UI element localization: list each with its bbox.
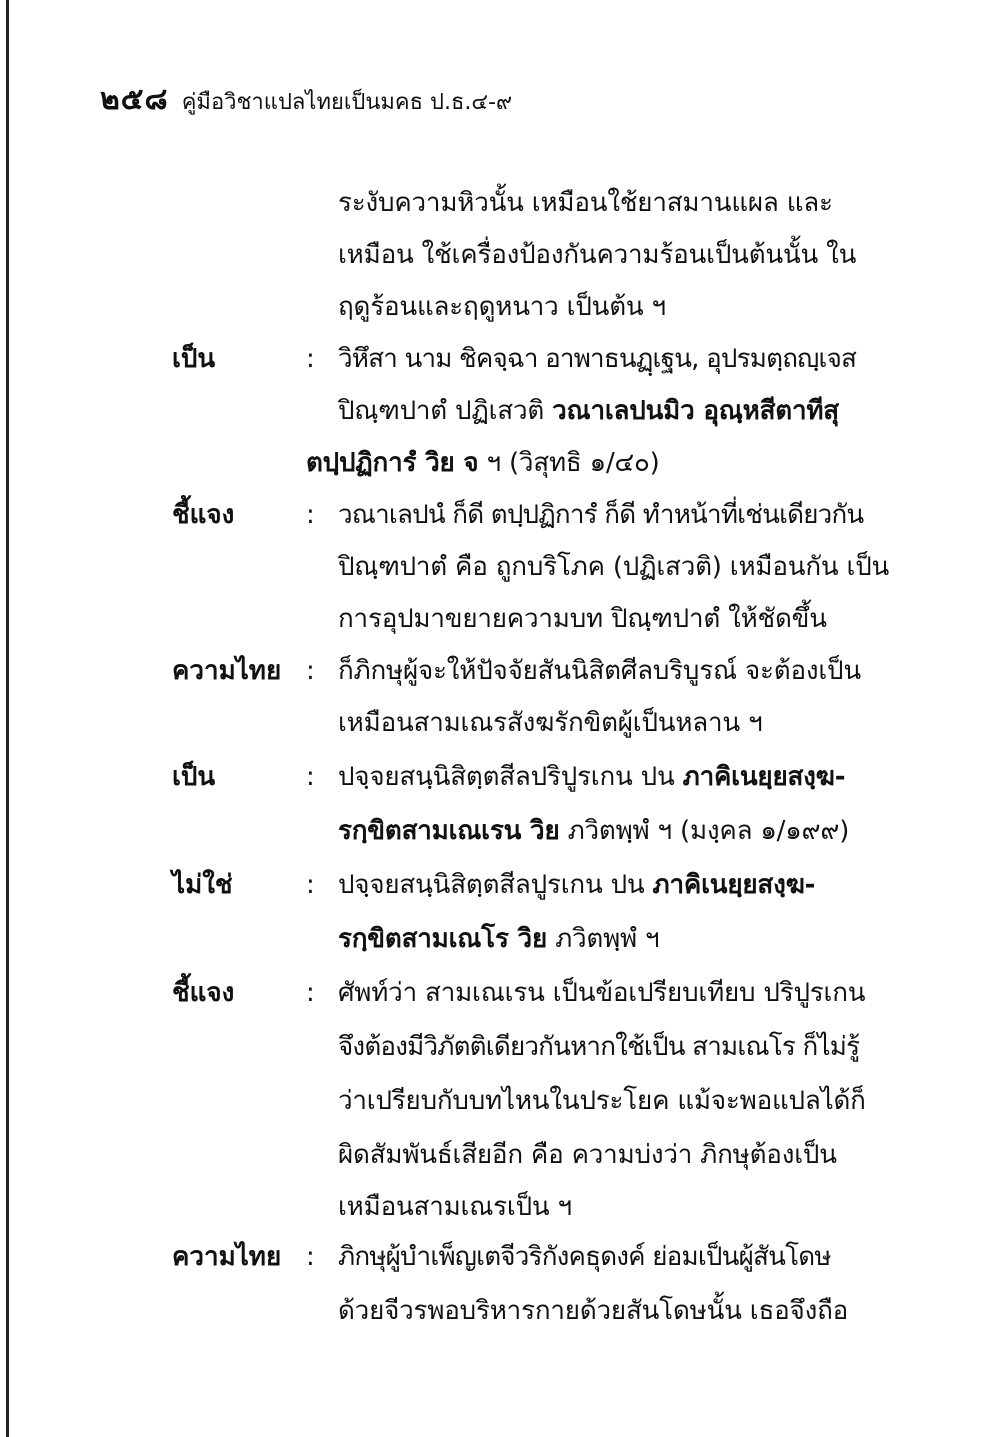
label-colon: :	[306, 1242, 315, 1272]
entry-label-incorrect: ไม่ใช่	[172, 870, 233, 900]
text-line: ผิดสัมพันธ์เสียอีก คือ ความบ่งว่า ภิกษุต้องเป็น	[338, 1140, 837, 1170]
text-line: ว่าเปรียบกับบทไหนในประโยค แม้จะพอแปลได้ก็	[338, 1086, 866, 1116]
text-line: วณาเลปนํ ก็ดี ตปฺปฏิการํ ก็ดี ทำหน้าที่เช่นเดียวกัน	[338, 500, 864, 530]
bold-run: ตปฺปฏิการํ วิย จ	[306, 448, 479, 478]
text-line: ฤดูร้อนและฤดูหนาว เป็นต้น ฯ	[338, 292, 666, 322]
text-line: ระงับความหิวนั้น เหมือนใช้ยาสมานแผล และ	[338, 188, 833, 218]
text-line: เหมือนสามเณรสังฆรักขิตผู้เป็นหลาน ฯ	[338, 708, 763, 738]
text-run: ภวิตพฺพํ ฯ	[547, 924, 660, 954]
text-line	[338, 760, 845, 794]
bold-run: วณาเลปนมิว อุณฺหสีตาทีสุ	[552, 396, 839, 426]
text-line	[338, 868, 815, 902]
bold-run: ภาคิเนยฺยสงฺฆ-	[652, 870, 816, 900]
entry-label-explanation: ชี้แจง	[172, 978, 235, 1008]
text-line	[338, 814, 849, 848]
entry-label-correct: เป็น	[172, 344, 216, 374]
text-run: ปจฺจยสนฺนิสิตฺตสีลปริปูรเกน ปน	[338, 762, 683, 792]
text-run: ปิณฺฑปาตํ ปฏิเสวติ	[338, 396, 553, 426]
text-line: ก็ภิกษุผู้จะให้ปัจจัยสันนิสิตศีลบริบูรณ์ จะต้องเป็น	[338, 656, 861, 686]
entry-label-thai-meaning: ความไทย	[172, 656, 282, 686]
text-run: ภวิตพฺพํ ฯ (มงฺคล ๑/๑๙๙)	[559, 816, 850, 846]
text-line	[338, 394, 839, 428]
text-line: เหมือน ใช้เครื่องป้องกันความร้อนเป็นต้นนั้น ใน	[338, 240, 857, 270]
text-line: ภิกษุผู้บำเพ็ญเตจีวริกังคธุดงค์ ย่อมเป็นผู้สันโดษ	[338, 1242, 831, 1272]
text-line	[338, 922, 659, 956]
text-line: เหมือนสามเณรเป็น ฯ	[338, 1192, 572, 1222]
bold-run: ภาคิเนยฺยสงฺฆ-	[682, 762, 846, 792]
page-header	[100, 76, 512, 123]
entry-label-thai-meaning: ความไทย	[172, 1242, 282, 1272]
bold-run: รกฺขิตสามเณเรน วิย	[338, 816, 560, 846]
entry-label-correct: เป็น	[172, 762, 216, 792]
text-line	[306, 446, 660, 480]
text-line: ศัพท์ว่า สามเณเรน เป็นข้อเปรียบเทียบ ปริปูรเกน	[338, 978, 866, 1008]
label-colon: :	[306, 656, 315, 686]
text-line: จึงต้องมีวิภัตติเดียวกันหากใช้เป็น สามเณโร ก็ไม่รู้	[338, 1032, 860, 1062]
page-number: ๒๕๘	[100, 82, 169, 117]
text-run: ปจฺจยสนฺนิสิตฺตสีลปูรเกน ปน	[338, 870, 653, 900]
label-colon: :	[306, 762, 315, 792]
text-line: วิหึสา นาม ชิคจฺฉา อาพาธนฏฺเฐน, อุปรมตฺถญฺเจส	[338, 344, 857, 374]
label-colon: :	[306, 500, 315, 530]
label-colon: :	[306, 978, 315, 1008]
bold-run: รกฺขิตสามเณโร วิย	[338, 924, 547, 954]
text-line: การอุปมาขยายความบท ปิณฺฑปาตํ ให้ชัดขึ้น	[338, 604, 827, 634]
text-line: ปิณฺฑปาตํ คือ ถูกบริโภค (ปฏิเสวติ) เหมือนกัน เป็น	[338, 552, 890, 582]
text-line: ด้วยจีวรพอบริหารกายด้วยสันโดษนั้น เธอจึงถือ	[338, 1296, 849, 1326]
book-title: คู่มือวิชาแปลไทยเป็นมคธ ป.ธ.๔-๙	[181, 90, 513, 115]
label-colon: :	[306, 344, 315, 374]
text-run: ฯ (วิสุทธิ ๑/๔๐)	[478, 448, 660, 478]
label-colon: :	[306, 870, 315, 900]
entry-label-explanation: ชี้แจง	[172, 500, 235, 530]
